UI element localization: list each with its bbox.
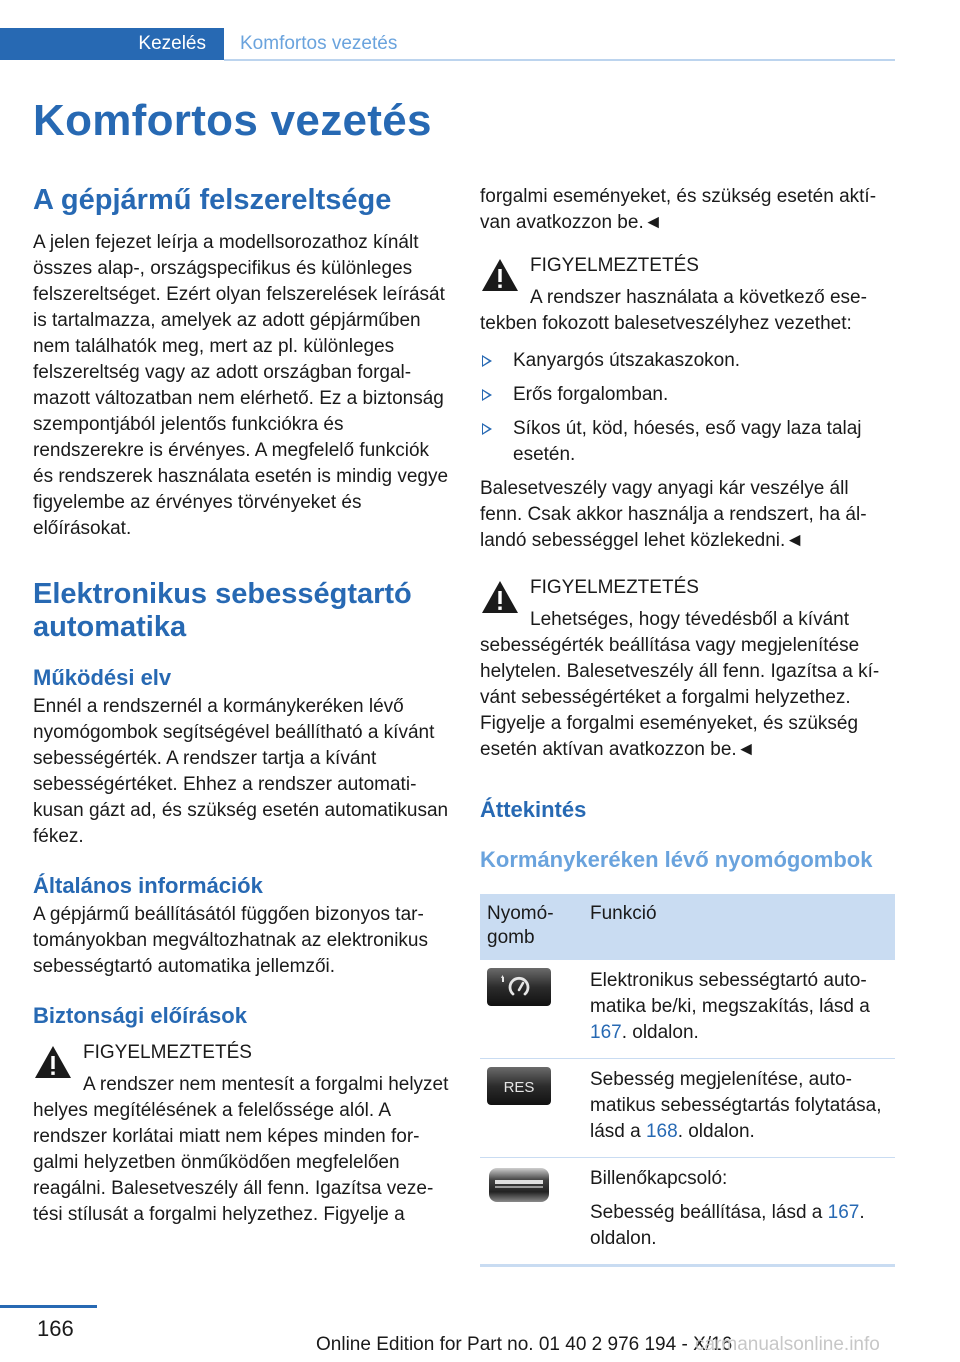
res-button-label: RES [503,1079,535,1096]
warning-text: Lehetséges, hogy tévedésből a kívánt sebességérték beállítása vagy megjelenítése helytelen. Balesetveszély áll fenn. Igazítsa a kívánt sebességértéket a forgalmi helyzethez. Figyelje a forgalmi eseményeket, és szükség esetén aktívan avatkozzon be.◄ [480,609,880,760]
watermark-text: carmanualsonline.info [695,1334,880,1355]
heading-safety: Biztonsági előírások [33,1003,247,1028]
list-item [480,348,896,374]
function-text: Elektronikus sebességtartó automatika be/ki, megszakítás, lásd a [590,970,870,1017]
page-ref-link[interactable]: 167 [827,1202,860,1223]
warning-triangle-icon [480,579,520,615]
table-row [480,1059,895,1158]
warning-text: A rendszer nem mentesít a forgalmi helyzet helyes megítélésének a felelőssége alól. A rendszer korlátai miatt nem képes minden forgalmi helyzetben önműködően megfelelően reagálni. Balesetveszély áll fenn. Igazítsa vezetési stílusát a forgalmi helyzethez. Figyelje a [33,1074,449,1225]
paragraph-continued: forgalmi eseményeket, és szükség esetén aktívan avatkozzon be.◄ [480,186,877,233]
edition-text: Online Edition for Part no. 01 40 2 976 194 - X/16 [316,1334,733,1355]
warning-text: A rendszer használata a következő esetekben fokozott balesetveszélyhez vezethet: [480,287,867,334]
list-item [480,416,896,468]
list-item-text: Síkos út, köd, hóesés, eső vagy laza talaj esetén. [513,418,862,465]
heading-overview: Áttekintés [480,797,587,822]
triangle-bullet-icon [482,389,492,401]
table-row [480,1158,895,1266]
list-item-text: Kanyargós útszakaszokon. [513,350,741,371]
warning-title: FIGYELMEZTETÉS [530,577,699,598]
function-title: Billenőkapcsoló: [590,1168,728,1189]
rocker-switch-icon [487,1166,551,1204]
warning-title: FIGYELMEZTETÉS [83,1042,252,1063]
triangle-bullet-icon [482,423,492,435]
heading-steering-buttons: Kormánykeréken lévő nyomógombok [480,847,873,872]
cruise-control-button-icon [487,968,551,1006]
warning-text-3 [480,607,896,763]
page-ref-link[interactable]: 167 [590,1022,622,1043]
table-header-function: Funkció [583,894,895,960]
paragraph-after-list: Balesetveszély vagy anyagi kár veszélye áll fenn. Csak akkor használja a rendszert, ha állandó sebességgel lehet közlekedni.◄ [480,478,867,551]
header-rule [224,59,895,61]
paragraph-general: A gépjármű beállításától függően bizonyos tartományokban megváltozhatnak az elektronikus sebességtartó automatika jellemzői. [33,904,429,977]
function-text: . oldalon. [677,1121,755,1142]
function-text: Sebesség beállítása, lásd a [590,1202,828,1223]
res-button-icon [487,1067,551,1105]
paragraph-equipment: A jelen fejezet leírja a modellsorozathoz kínált összes alap-, országspecifikus és különleges felszereltséget. Ezért olyan felszerelések leírását is tartalmazza, amelyek az adott gépjárműben nem találhatók meg, mert az pl. különleges felszereltség vagy az adott országban forgalmazott változatban nem elérhető. Ez a biztonság szempontjából jelentős funkciókra és rendszerekre is érvényes. A megfelelő funkciók és rendszerek használata esetén is mindig vegye figyelembe az érvényes törvényeket és előírásokat. [33,232,449,539]
warning-text-2 [480,285,896,337]
table-cell-function [583,960,895,1059]
section-tab[interactable]: Kezelés [0,28,224,60]
table-row [480,960,895,1059]
footer-rule [0,1305,97,1308]
page-number: 166 [37,1316,74,1341]
page-header [0,28,895,62]
left-column [33,184,449,1228]
table-header-button: Nyomógomb [480,894,583,960]
table-cell-button [480,1158,583,1266]
paragraph-principle: Ennél a rendszernél a kormánykeréken lévő nyomógombok segítségével beállítható a kívánt sebességérték. A rendszer tartja a kívánt sebességértéket. Ehhez a rendszer automatikusan gázt ad, és szükség esetén automatikusan fékez. [33,696,449,847]
function-text-block [590,1200,887,1252]
heading-cruise-control: Elektronikus sebességtartó automatika [33,578,412,643]
right-column [480,184,896,1267]
warning-title: FIGYELMEZTETÉS [530,255,699,276]
warning-text-1 [33,1072,449,1228]
function-text: . oldalon. [621,1022,699,1043]
heading-general: Általános információk [33,873,263,898]
table-cell-button [480,1059,583,1158]
function-text: Sebesség megjelenítése, automatikus sebességtartás folytatása, lásd a [590,1069,882,1142]
heading-equipment: A gépjármű felszereltsége [33,184,392,216]
list-item-text: Erős forgalomban. [513,384,669,405]
chapter-tab[interactable]: Komfortos vezetés [240,33,398,54]
warning-block-2 [480,253,896,337]
list-item [480,382,896,408]
warning-block-1 [33,1040,449,1228]
heading-principle: Működési elv [33,665,172,690]
page-title: Komfortos vezetés [33,96,432,145]
table-cell-function [583,1059,895,1158]
table-cell-button [480,960,583,1059]
table-header-row [480,894,895,960]
page-ref-link[interactable]: 168 [645,1121,678,1142]
triangle-bullet-icon [482,355,492,367]
warning-block-3 [480,575,896,763]
buttons-table [480,894,895,1267]
function-text: . oldalon. [590,1202,865,1249]
warning-triangle-icon [480,257,520,293]
warning-triangle-icon [33,1044,73,1080]
table-cell-function [583,1158,895,1266]
bullet-list [480,348,896,468]
